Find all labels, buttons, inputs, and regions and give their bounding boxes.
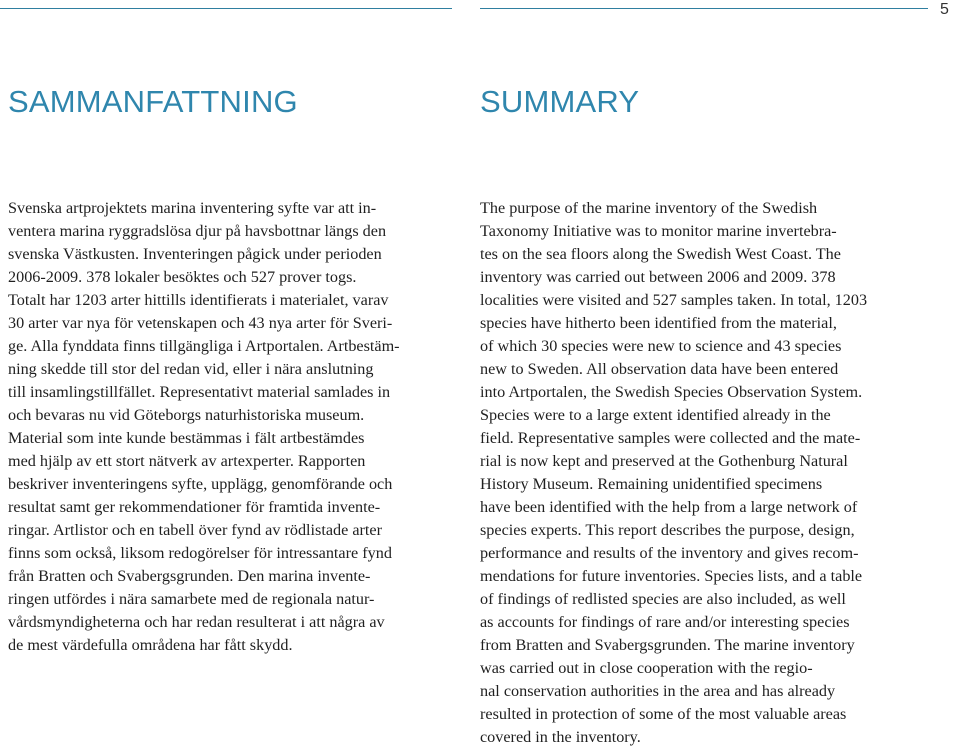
text-line: performance and results of the inventory and gives recom- — [480, 544, 859, 562]
text-line: was carried out in close cooperation with the regio- — [480, 659, 813, 677]
text-line: of findings of redlisted species are also included, as well — [480, 590, 846, 608]
page-number: 5 — [940, 1, 949, 18]
text-line: The purpose of the marine inventory of the Swedish — [480, 199, 818, 217]
text-line: covered in the inventory. — [480, 728, 641, 746]
text-line: field. Representative samples were collected and the mate- — [480, 429, 861, 447]
text-line: Material som inte kunde bestämmas i fält artbestämdes — [8, 429, 365, 447]
english-heading: SUMMARY — [480, 84, 640, 119]
text-line: nal conservation authorities in the area and has already — [480, 682, 836, 700]
text-line: ning skedde till stor del redan vid, eller i nära anslutning — [8, 360, 374, 378]
text-line: tes on the sea floors along the Swedish West Coast. The — [480, 245, 841, 263]
text-line: ringar. Artlistor och en tabell över fynd av rödlistade arter — [8, 521, 382, 539]
text-line: ringen utfördes i nära samarbete med de regionala natur- — [8, 590, 375, 608]
top-rule-right — [480, 8, 928, 9]
text-line: species have hitherto been identified from the material, — [480, 314, 837, 332]
text-line: 30 arter var nya för vetenskapen och 43 nya arter för Sveri- — [8, 314, 393, 332]
text-line: localities were visited and 527 samples taken. In total, 1203 — [480, 291, 868, 309]
text-line: rial is now kept and preserved at the Gothenburg Natural — [480, 452, 848, 470]
text-line: have been identified with the help from a large network of — [480, 498, 858, 516]
text-line: as accounts for findings of rare and/or interesting species — [480, 613, 850, 631]
text-line: from Bratten and Svabergsgrunden. The marine inventory — [480, 636, 855, 654]
text-line: into Artportalen, the Swedish Species Observation System. — [480, 383, 863, 401]
text-line: ge. Alla fynddata finns tillgängliga i Artportalen. Artbestäm- — [8, 337, 400, 355]
text-line: resultat samt ger rekommendationer för framtida invente- — [8, 498, 381, 516]
text-line: inventory was carried out between 2006 and 2009. 378 — [480, 268, 836, 286]
text-line: resulted in protection of some of the most valuable areas — [480, 705, 847, 723]
text-line: Svenska artprojektets marina inventering syfte var att in- — [8, 199, 377, 217]
text-line: ventera marina ryggradslösa djur på havsbottnar längs den — [8, 222, 387, 240]
text-line: History Museum. Remaining unidentified specimens — [480, 475, 823, 493]
text-line: new to Sweden. All observation data have been entered — [480, 360, 839, 378]
text-line: Totalt har 1203 arter hittills identifierats i materialet, varav — [8, 291, 389, 309]
text-line: species experts. This report describes the purpose, design, — [480, 521, 855, 539]
text-line: Species were to a large extent identified already in the — [480, 406, 831, 424]
text-line: med hjälp av ett stort nätverk av artexperter. Rapporten — [8, 452, 366, 470]
text-line: och bevaras nu vid Göteborgs naturhistoriska museum. — [8, 406, 365, 424]
text-line: beskriver inventeringens syfte, upplägg, genomförande och — [8, 475, 393, 493]
english-summary-text — [480, 197, 920, 749]
text-line: Taxonomy Initiative was to monitor marine invertebra- — [480, 222, 837, 240]
text-line: mendations for future inventories. Species lists, and a table — [480, 567, 863, 585]
text-line: 2006-2009. 378 lokaler besöktes och 527 prover togs. — [8, 268, 357, 286]
text-line: svenska Västkusten. Inventeringen pågick under perioden — [8, 245, 382, 263]
text-line: från Bratten och Svabergsgrunden. Den marina invente- — [8, 567, 371, 585]
swedish-heading: SAMMANFATTNING — [8, 84, 298, 119]
swedish-summary-text — [8, 197, 448, 657]
text-line: vårdsmyndigheterna och har redan resulterat i att några av — [8, 613, 385, 631]
top-rule-left — [0, 8, 452, 9]
text-line: finns som också, liksom redogörelser för intressantare fynd — [8, 544, 392, 562]
text-line: till insamlingstillfället. Representativt material samlades in — [8, 383, 391, 401]
text-line: of which 30 species were new to science and 43 species — [480, 337, 842, 355]
text-line: de mest värdefulla områdena har fått skydd. — [8, 636, 293, 654]
